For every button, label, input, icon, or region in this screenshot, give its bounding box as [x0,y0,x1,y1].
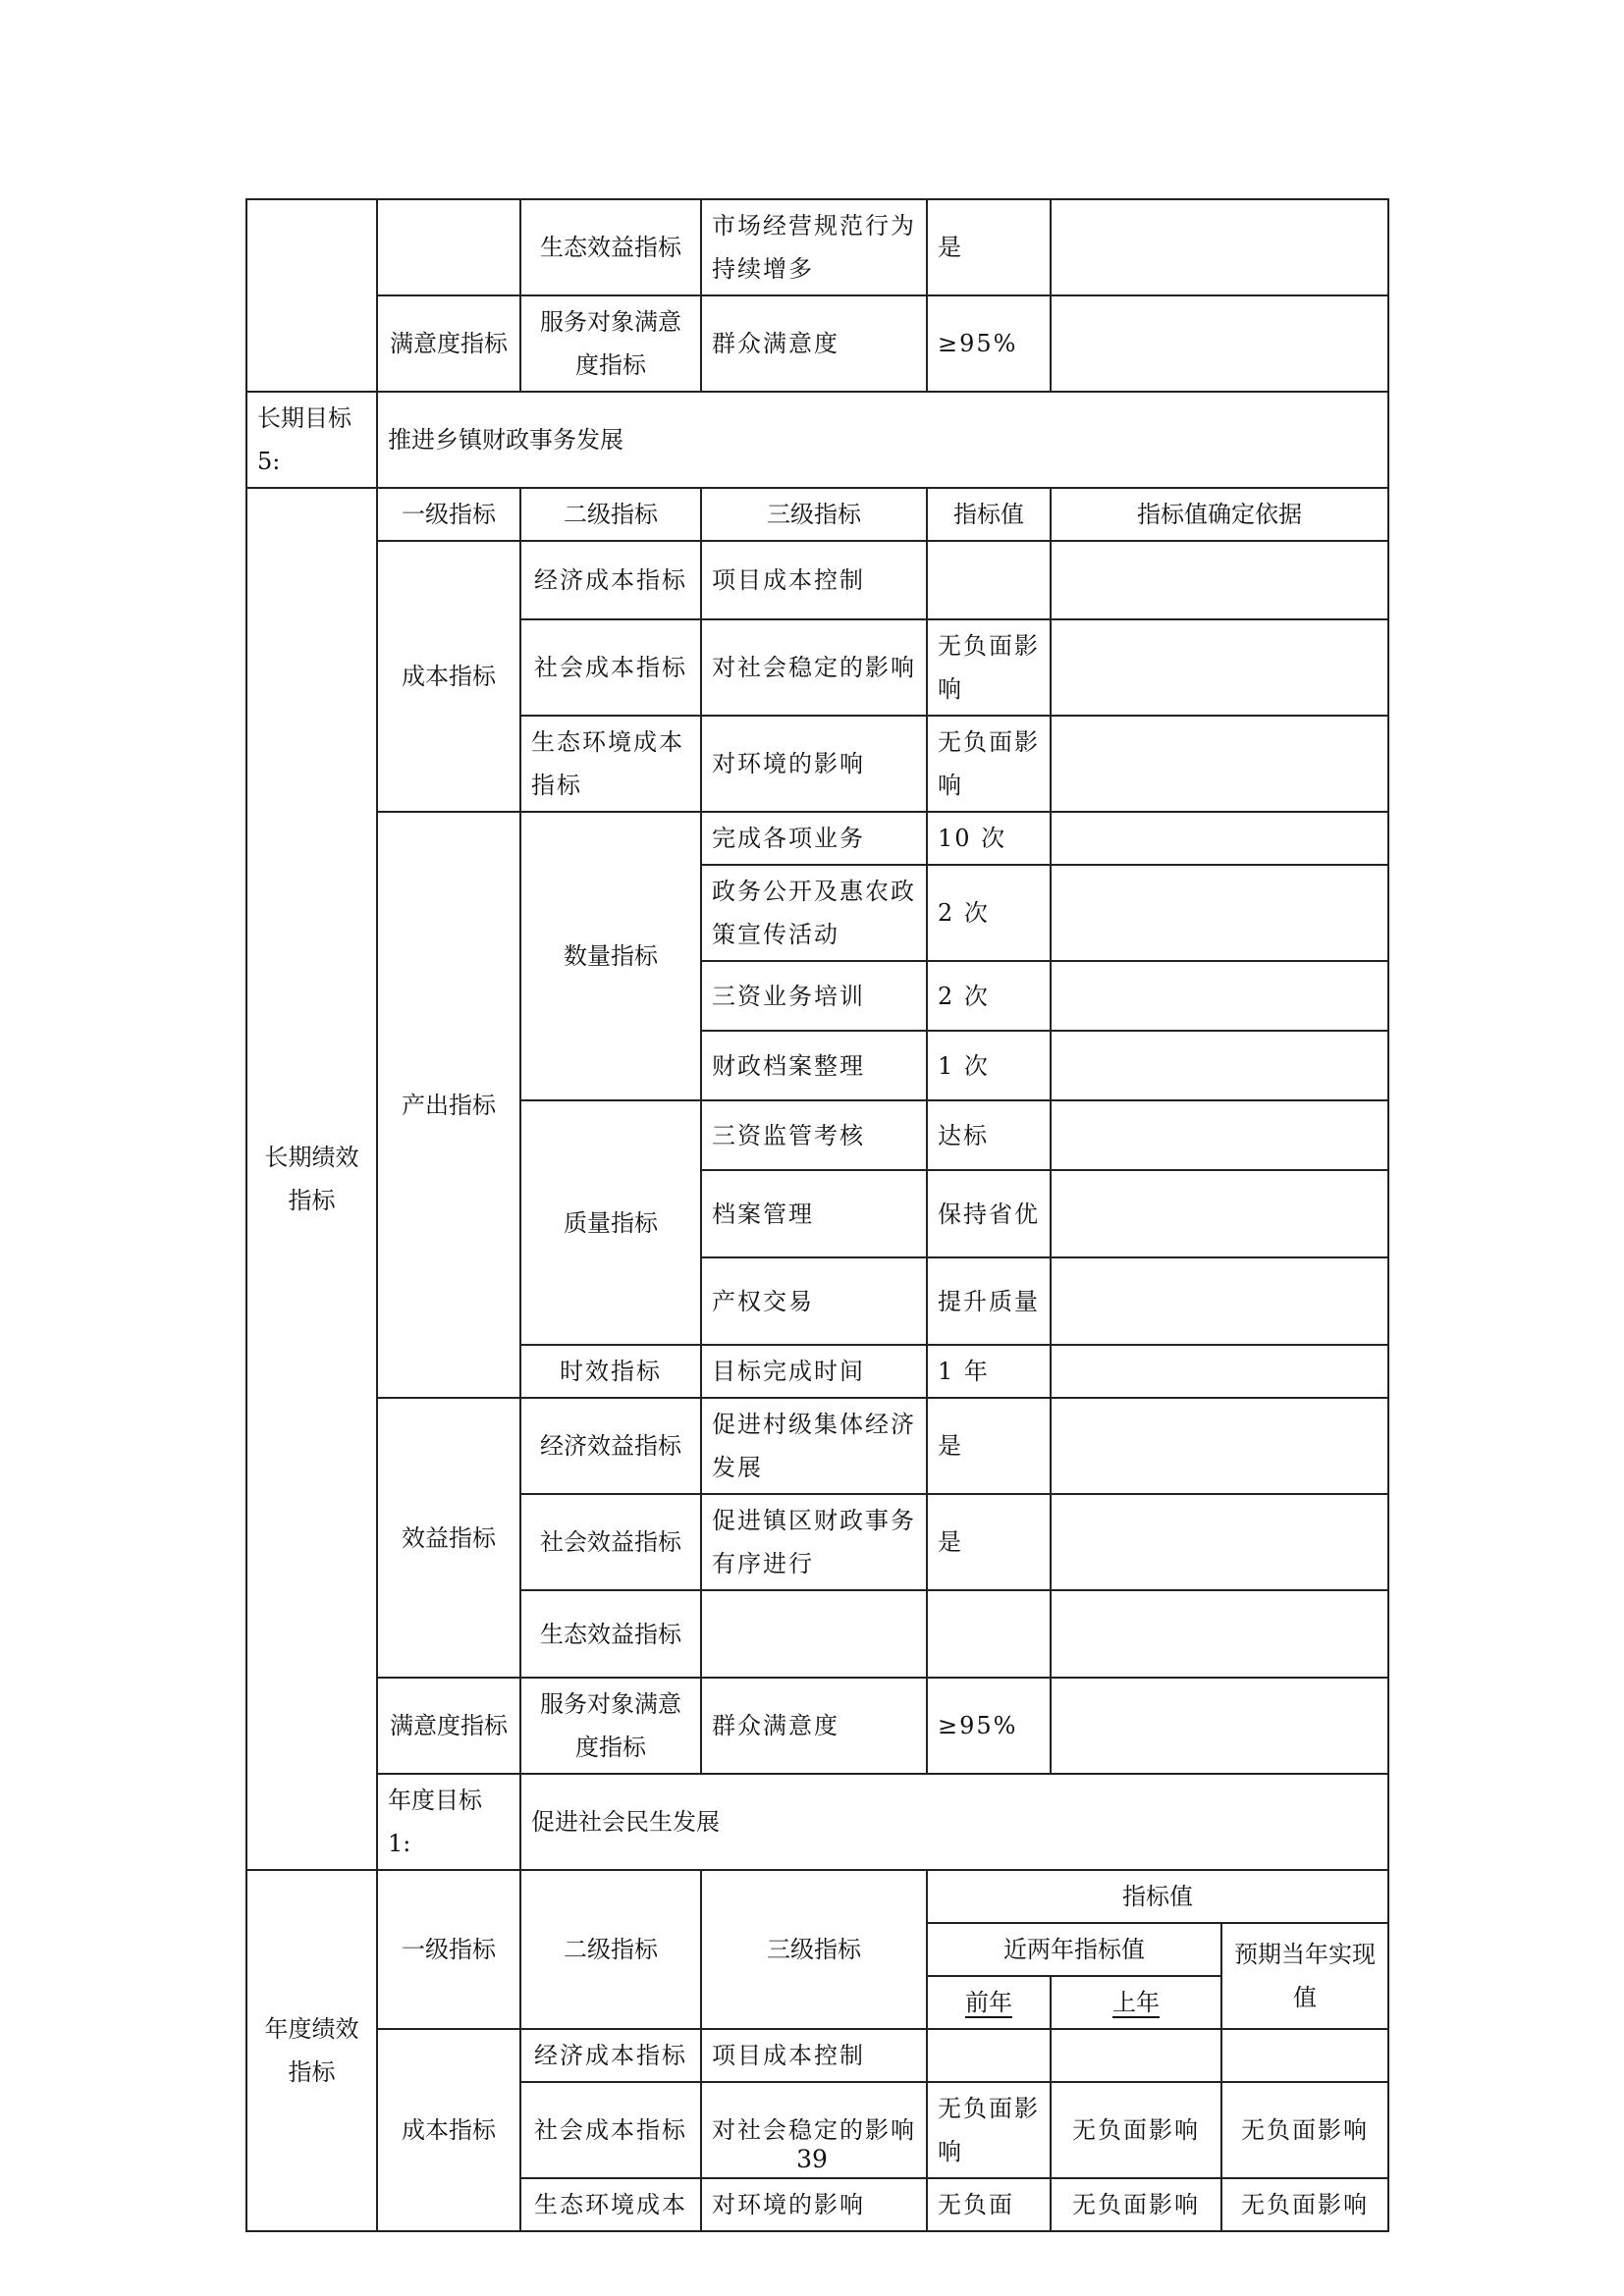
performance-table [245,198,1389,2232]
header-basis: 指标值确定依据 [1051,488,1388,541]
header-prev2: 前年 [927,1976,1051,2029]
level2-cell: 服务对象满意度指标 [520,295,701,392]
level3-cell: 产权交易 [701,1257,927,1345]
level3-cell: 目标完成时间 [701,1345,927,1398]
long-goal-label: 长期目标 5: [246,392,377,488]
level3-cell: 促进村级集体经济发展 [701,1398,927,1494]
prev2-cell: 无负面影响 [927,2082,1051,2178]
basis-cell [1051,295,1388,392]
level3-cell: 群众满意度 [701,1678,927,1774]
header-expected: 预期当年实现值 [1221,1923,1388,2029]
value-cell: 保持省优 [927,1170,1051,1257]
expected-cell [1221,2029,1388,2082]
annual-perf-label: 年度绩效指标 [246,1870,377,2231]
value-cell: 无负面影响 [927,619,1051,716]
level3-cell: 促进镇区财政事务有序进行 [701,1494,927,1590]
value-cell: 无负面影响 [927,716,1051,812]
header-level2: 二级指标 [520,488,701,541]
header-value: 指标值 [927,488,1051,541]
level3-cell: 档案管理 [701,1170,927,1257]
value-cell: 是 [927,1398,1051,1494]
long-goal-text: 推进乡镇财政事务发展 [377,392,1388,488]
level3-cell: 完成各项业务 [701,812,927,865]
page-number: 39 [796,2145,828,2173]
table-row [246,1398,1388,1494]
prev2-cell [927,2029,1051,2082]
value-cell: ≥95% [927,295,1051,392]
table-row [246,199,1388,295]
prev1-cell [1051,2029,1221,2082]
header-recent: 近两年指标值 [927,1923,1221,1976]
output-indicator-label: 产出指标 [377,812,520,1398]
level3-cell: 项目成本控制 [701,2029,927,2082]
long-perf-label: 长期绩效指标 [246,488,377,1870]
level3-cell [701,1590,927,1678]
header-level3: 三级指标 [701,488,927,541]
long-perf-header-row [246,488,1388,541]
table-row [246,295,1388,392]
level3-cell: 政务公开及惠农政策宣传活动 [701,865,927,961]
value-cell: 是 [927,199,1051,295]
value-cell: 2 次 [927,961,1051,1031]
header-level1: 一级指标 [377,488,520,541]
level1-cell: 满意度指标 [377,295,520,392]
quality-indicator-label: 质量指标 [520,1100,701,1345]
level3-cell: 对环境的影响 [701,2178,927,2231]
level3-cell: 对环境的影响 [701,716,927,812]
header-prev1: 上年 [1051,1976,1221,2029]
header-level2: 二级指标 [520,1870,701,2029]
level2-cell: 经济成本指标 [520,2029,701,2082]
level2-cell: 社会效益指标 [520,1494,701,1590]
header-value: 指标值 [927,1870,1388,1923]
value-cell [927,541,1051,619]
annual-goal-row [246,1774,1388,1870]
value-cell: ≥95% [927,1678,1051,1774]
level1-cell: 满意度指标 [377,1678,520,1774]
value-cell: 10 次 [927,812,1051,865]
value-cell: 达标 [927,1100,1051,1170]
level2-cell: 生态效益指标 [520,1590,701,1678]
quantity-indicator-label: 数量指标 [520,812,701,1100]
level2-cell: 服务对象满意度指标 [520,1678,701,1774]
header-level1: 一级指标 [377,1870,520,2029]
level2-cell: 社会成本指标 [520,619,701,716]
value-cell: 2 次 [927,865,1051,961]
value-cell [927,1590,1051,1678]
annual-perf-header-row [246,1870,1388,1923]
timeliness-indicator-label: 时效指标 [520,1345,701,1398]
level3-cell: 财政档案整理 [701,1031,927,1100]
prev1-cell: 无负面影响 [1051,2082,1221,2178]
expected-cell: 无负面影响 [1221,2082,1388,2178]
table-row [246,1678,1388,1774]
level3-cell: 三资业务培训 [701,961,927,1031]
basis-cell [1051,199,1388,295]
header-level3: 三级指标 [701,1870,927,2029]
value-cell: 1 年 [927,1345,1051,1398]
level2-cell: 经济成本指标 [520,541,701,619]
value-cell: 是 [927,1494,1051,1590]
annual-goal-label: 年度目标 1: [377,1774,520,1870]
level3-cell: 项目成本控制 [701,541,927,619]
level2-cell: 生态效益指标 [520,199,701,295]
level2-cell: 生态环境成本 [520,2178,701,2231]
level3-cell: 对社会稳定的影响 [701,2082,927,2178]
level3-cell: 群众满意度 [701,295,927,392]
value-cell: 提升质量 [927,1257,1051,1345]
cost-indicator-label: 成本指标 [377,2029,520,2231]
annual-goal-text: 促进社会民生发展 [520,1774,1388,1870]
level3-cell: 市场经营规范行为持续增多 [701,199,927,295]
long-goal-row [246,392,1388,488]
level2-cell: 经济效益指标 [520,1398,701,1494]
level3-cell: 对社会稳定的影响 [701,619,927,716]
table-row [246,812,1388,865]
table-row [246,2029,1388,2082]
prev1-cell: 无负面影响 [1051,2178,1221,2231]
level2-cell: 社会成本指标 [520,2082,701,2178]
level3-cell: 三资监管考核 [701,1100,927,1170]
value-cell: 1 次 [927,1031,1051,1100]
cost-indicator-label: 成本指标 [377,541,520,812]
table-row [246,541,1388,619]
expected-cell: 无负面影响 [1221,2178,1388,2231]
level2-cell: 生态环境成本指标 [520,716,701,812]
benefit-indicator-label: 效益指标 [377,1398,520,1678]
prev2-cell: 无负面 [927,2178,1051,2231]
